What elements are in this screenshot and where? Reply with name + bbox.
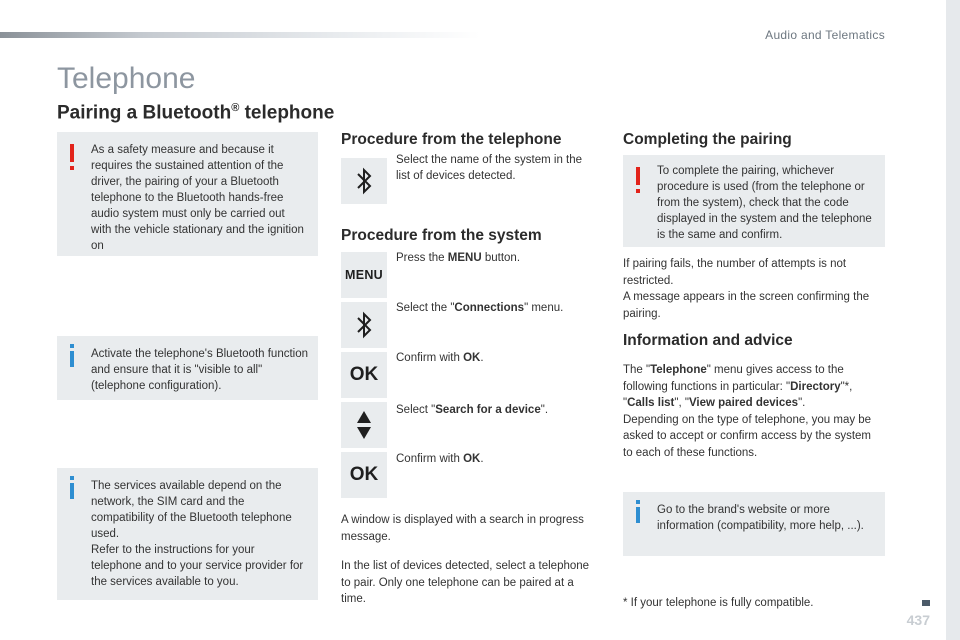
activate-note <box>57 336 318 400</box>
info-icon <box>70 344 74 348</box>
system-step-2: Select the "Connections" menu. <box>396 302 564 314</box>
ok-icon-label: OK <box>349 464 379 485</box>
safety-text: As a safety measure and because it requires the sustained attention of the driver, the pairing of your a Bluetooth telephone to the Bluetooth hands-free audio system must only be carried out with the vehicle stationary and the ignition on <box>91 144 304 252</box>
phone-step-1: Select the name of the system in the list of devices detected. <box>396 154 583 182</box>
warning-icon <box>70 144 74 162</box>
info-icon <box>636 500 640 504</box>
system-step-4: Select "Search for a device". <box>396 404 549 416</box>
info-text: The "Telephone" menu gives access to the following functions in particular: "Directory"*, "Calls list", "View paired devices". Depending on the type of telephone, you may be asked to accept or confirm access by the system to each of these functions. <box>623 364 872 459</box>
menu-icon <box>341 252 387 298</box>
warning-icon <box>636 167 640 185</box>
completing-warning <box>623 155 885 247</box>
header-bar <box>0 32 480 38</box>
section-title: Pairing a Bluetooth® telephone <box>57 102 335 124</box>
page-marker <box>922 600 930 606</box>
website-text: Go to the brand's website or more information (compatibility, more help, ...). <box>657 504 864 532</box>
page-edge <box>946 0 960 640</box>
ok-icon <box>341 352 387 398</box>
procedure-system-title: Procedure from the system <box>341 227 542 244</box>
arrow-down-icon <box>357 427 371 439</box>
safety-warning <box>57 132 318 256</box>
services-note <box>57 468 318 600</box>
system-step-5: Confirm with OK. <box>396 453 484 465</box>
activate-text: Activate the telephone's Bluetooth function and ensure that it is "visible to all" (telephone configuration). <box>91 348 309 392</box>
section-header: Audio and Telematics <box>765 28 885 42</box>
page-number: 437 <box>906 612 930 628</box>
fail-note: If pairing fails, the number of attempts is not restricted. A message appears in the screen confirming the pairing. <box>623 258 870 320</box>
arrow-up-icon <box>357 411 371 423</box>
services-text: The services available depend on the network, the SIM card and the compatibility of the Bluetooth telephone used. Refer to the instructions for your telephone and to your service provider for the services available to you. <box>91 480 304 588</box>
arrows-icon <box>341 402 387 448</box>
page-title: Telephone <box>57 62 196 95</box>
website-note <box>623 492 885 556</box>
system-step-1: Press the MENU button. <box>396 252 521 264</box>
window-note: A window is displayed with a search in progress message. <box>341 514 584 543</box>
menu-icon-label: MENU <box>344 268 383 282</box>
system-step-3: Confirm with OK. <box>396 352 484 364</box>
info-title: Information and advice <box>623 332 793 349</box>
bluetooth-icon <box>341 302 387 348</box>
procedure-phone-title: Procedure from the telephone <box>341 131 562 148</box>
bluetooth-icon <box>341 158 387 204</box>
select-note: In the list of devices detected, select a telephone to pair. Only one telephone can be paired at a time. <box>341 560 590 605</box>
footnote: * If your telephone is fully compatible. <box>623 597 814 609</box>
ok-icon-label: OK <box>349 364 379 385</box>
completing-text: To complete the pairing, whichever procedure is used (from the telephone or from the system), check that the code displayed in the system and the telephone is the same and confirm. <box>657 165 872 241</box>
info-icon <box>70 476 74 480</box>
ok-icon <box>341 452 387 498</box>
completing-title: Completing the pairing <box>623 131 792 148</box>
